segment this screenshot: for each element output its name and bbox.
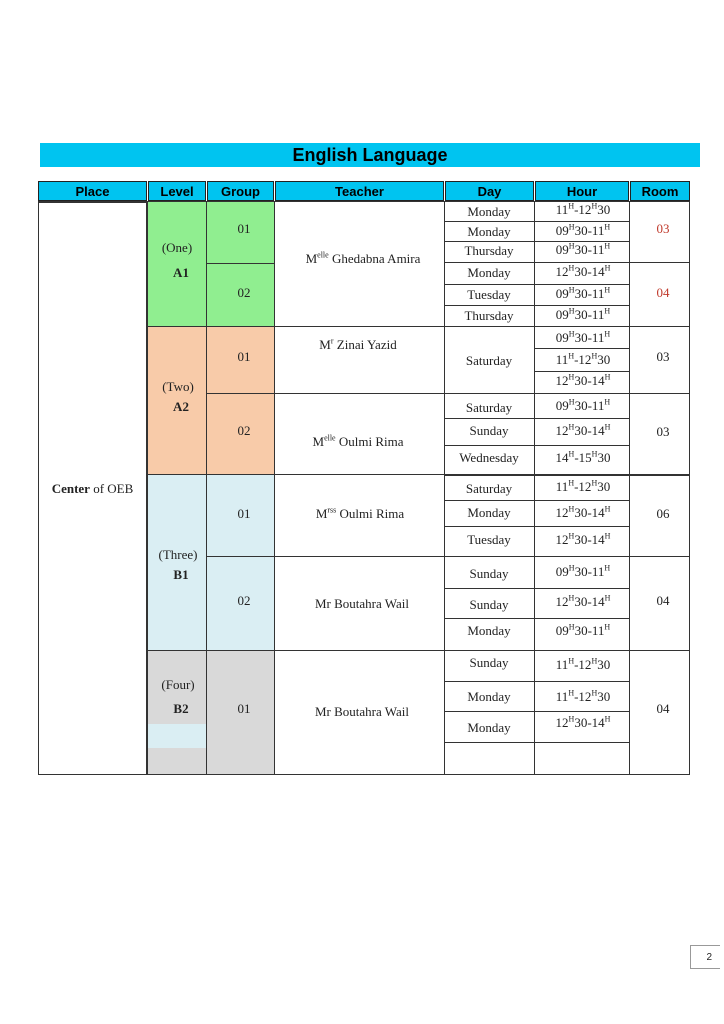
room-label: 04	[656, 285, 670, 300]
day-label: Saturday	[465, 481, 513, 496]
teacher-name: $M^{elle}$ Ghedabna Amira	[305, 250, 421, 266]
grid-line	[38, 201, 690, 202]
teacher-name: $M^{elle}$ Oulmi Rima	[312, 433, 404, 449]
day-label: Monday	[467, 720, 511, 735]
day-label: Saturday	[465, 353, 513, 368]
hour-label: $09^H30-11^H$	[555, 222, 611, 238]
grid-line	[206, 201, 207, 775]
hour-label: $12^H30-14^H$	[555, 593, 611, 609]
group-label: 01	[237, 349, 251, 364]
hour-label: $12^H30-14^H$	[555, 372, 611, 388]
timetable	[38, 181, 690, 775]
teacher-name: $M^{rss}$ Oulmi Rima	[315, 505, 405, 521]
hour-label: $09^H30-11^H$	[555, 285, 611, 301]
teacher-name: Mr Boutahra Wail	[314, 596, 410, 611]
grid-line	[207, 393, 445, 394]
grid-line	[445, 445, 630, 446]
hour-label: $09^H30-11^H$	[555, 329, 611, 345]
grid-line	[445, 681, 630, 682]
group-b1-bg	[207, 475, 274, 650]
grid-line	[445, 221, 630, 222]
grid-line	[207, 556, 445, 557]
grid-line	[445, 588, 630, 589]
level-a1-code: A1	[173, 265, 189, 280]
grid-line	[445, 393, 690, 394]
hour-label: $09^H30-11^H$	[555, 397, 611, 413]
day-label: Monday	[467, 505, 511, 520]
level-b1-code: B1	[173, 567, 189, 582]
day-label: Thursday	[464, 308, 514, 323]
hour-label: $09^H30-11^H$	[555, 306, 611, 322]
hour-label: $09^H30-11^H$	[555, 622, 611, 638]
day-label: Monday	[467, 689, 511, 704]
grid-line	[445, 305, 630, 306]
grid-line	[445, 526, 630, 527]
grid-line	[445, 475, 690, 476]
grid-line	[445, 742, 630, 743]
day-label: Sunday	[469, 597, 509, 612]
hour-label: $12^H30-14^H$	[555, 531, 611, 547]
day-label: Thursday	[464, 243, 514, 258]
grid-line	[445, 418, 630, 419]
place-rest: of OEB	[89, 480, 134, 496]
grid-line	[445, 241, 630, 242]
day-label: Wednesday	[459, 450, 519, 465]
hour-label: $09^H30-11^H$	[555, 563, 611, 579]
header-teacher: Teacher	[275, 181, 444, 201]
day-label: Sunday	[469, 423, 509, 438]
hour-label: $12^H30-14^H$	[555, 422, 611, 438]
room-label: 03	[656, 349, 670, 364]
grid-line	[445, 500, 630, 501]
day-label: Monday	[467, 204, 511, 219]
header-level: Level	[148, 181, 206, 201]
grid-line	[534, 201, 535, 775]
room-label: 04	[656, 701, 670, 716]
grid-line	[207, 263, 275, 264]
room-label: 06	[656, 506, 670, 521]
hour-label: $11^H-12^H30$	[555, 656, 611, 672]
grid-line	[445, 650, 690, 651]
header-place: Place	[38, 181, 147, 201]
grid-line	[445, 556, 690, 557]
hour-label: $11^H-12^H30$	[555, 201, 611, 217]
grid-line	[147, 201, 148, 775]
hour-label: $09^H30-11^H$	[555, 241, 611, 257]
grid-line	[689, 201, 690, 775]
place-cell	[38, 202, 147, 775]
grid-line	[445, 284, 630, 285]
grid-line	[444, 201, 445, 775]
day-label: Monday	[467, 265, 511, 280]
header-day: Day	[445, 181, 534, 201]
hour-label: $12^H30-14^H$	[555, 504, 611, 520]
hour-label: $11^H-12^H30$	[555, 351, 611, 367]
page-number: 2	[690, 945, 720, 969]
day-label: Monday	[467, 623, 511, 638]
place-bold: Center	[51, 480, 90, 496]
day-label: Tuesday	[467, 532, 511, 547]
level-b1-name: (Three)	[158, 547, 198, 562]
group-label: 02	[237, 593, 251, 608]
day-label: Tuesday	[467, 287, 511, 302]
day-label: Saturday	[465, 400, 513, 415]
grid-line	[274, 201, 275, 775]
page-title: English Language	[40, 143, 700, 167]
grid-line	[445, 711, 630, 712]
day-label: Monday	[467, 224, 511, 239]
hour-label: $11^H-12^H30$	[555, 688, 611, 704]
hour-label: $14^H-15^H30$	[555, 449, 611, 465]
header-hour: Hour	[535, 181, 629, 201]
room-label: 03	[656, 424, 670, 439]
header-group: Group	[207, 181, 274, 201]
group-label: 01	[237, 506, 251, 521]
level-a1-name: (One)	[161, 240, 193, 255]
grid-line	[445, 262, 690, 263]
level-b2-highlight	[148, 724, 206, 748]
header-room: Room	[630, 181, 690, 201]
grid-line	[535, 371, 630, 372]
level-a1-bg	[148, 202, 206, 326]
hour-label: $11^H-12^H30$	[555, 478, 611, 494]
day-label: Sunday	[469, 566, 509, 581]
room-label: 04	[656, 593, 670, 608]
grid-line	[38, 201, 39, 775]
level-a2-code: A2	[173, 399, 189, 414]
group-label: 02	[237, 285, 251, 300]
teacher-name: Mr Boutahra Wail	[314, 704, 410, 719]
group-label: 01	[237, 701, 251, 716]
hour-label: $12^H30-14^H$	[555, 714, 611, 730]
grid-line	[38, 774, 690, 775]
level-a2-name: (Two)	[162, 379, 194, 394]
grid-line	[535, 348, 630, 349]
group-label: 02	[237, 423, 251, 438]
teacher-name: $M^r$ Zinai Yazid	[319, 336, 397, 352]
hour-label: $12^H30-14^H$	[555, 263, 611, 279]
room-label: 03	[656, 221, 670, 236]
level-b2-code: B2	[173, 701, 189, 716]
grid-line	[148, 326, 690, 327]
grid-line	[629, 201, 630, 775]
grid-line	[445, 618, 630, 619]
group-label: 01	[237, 221, 251, 236]
day-label: Sunday	[469, 655, 509, 670]
level-b2-name: (Four)	[161, 677, 195, 692]
